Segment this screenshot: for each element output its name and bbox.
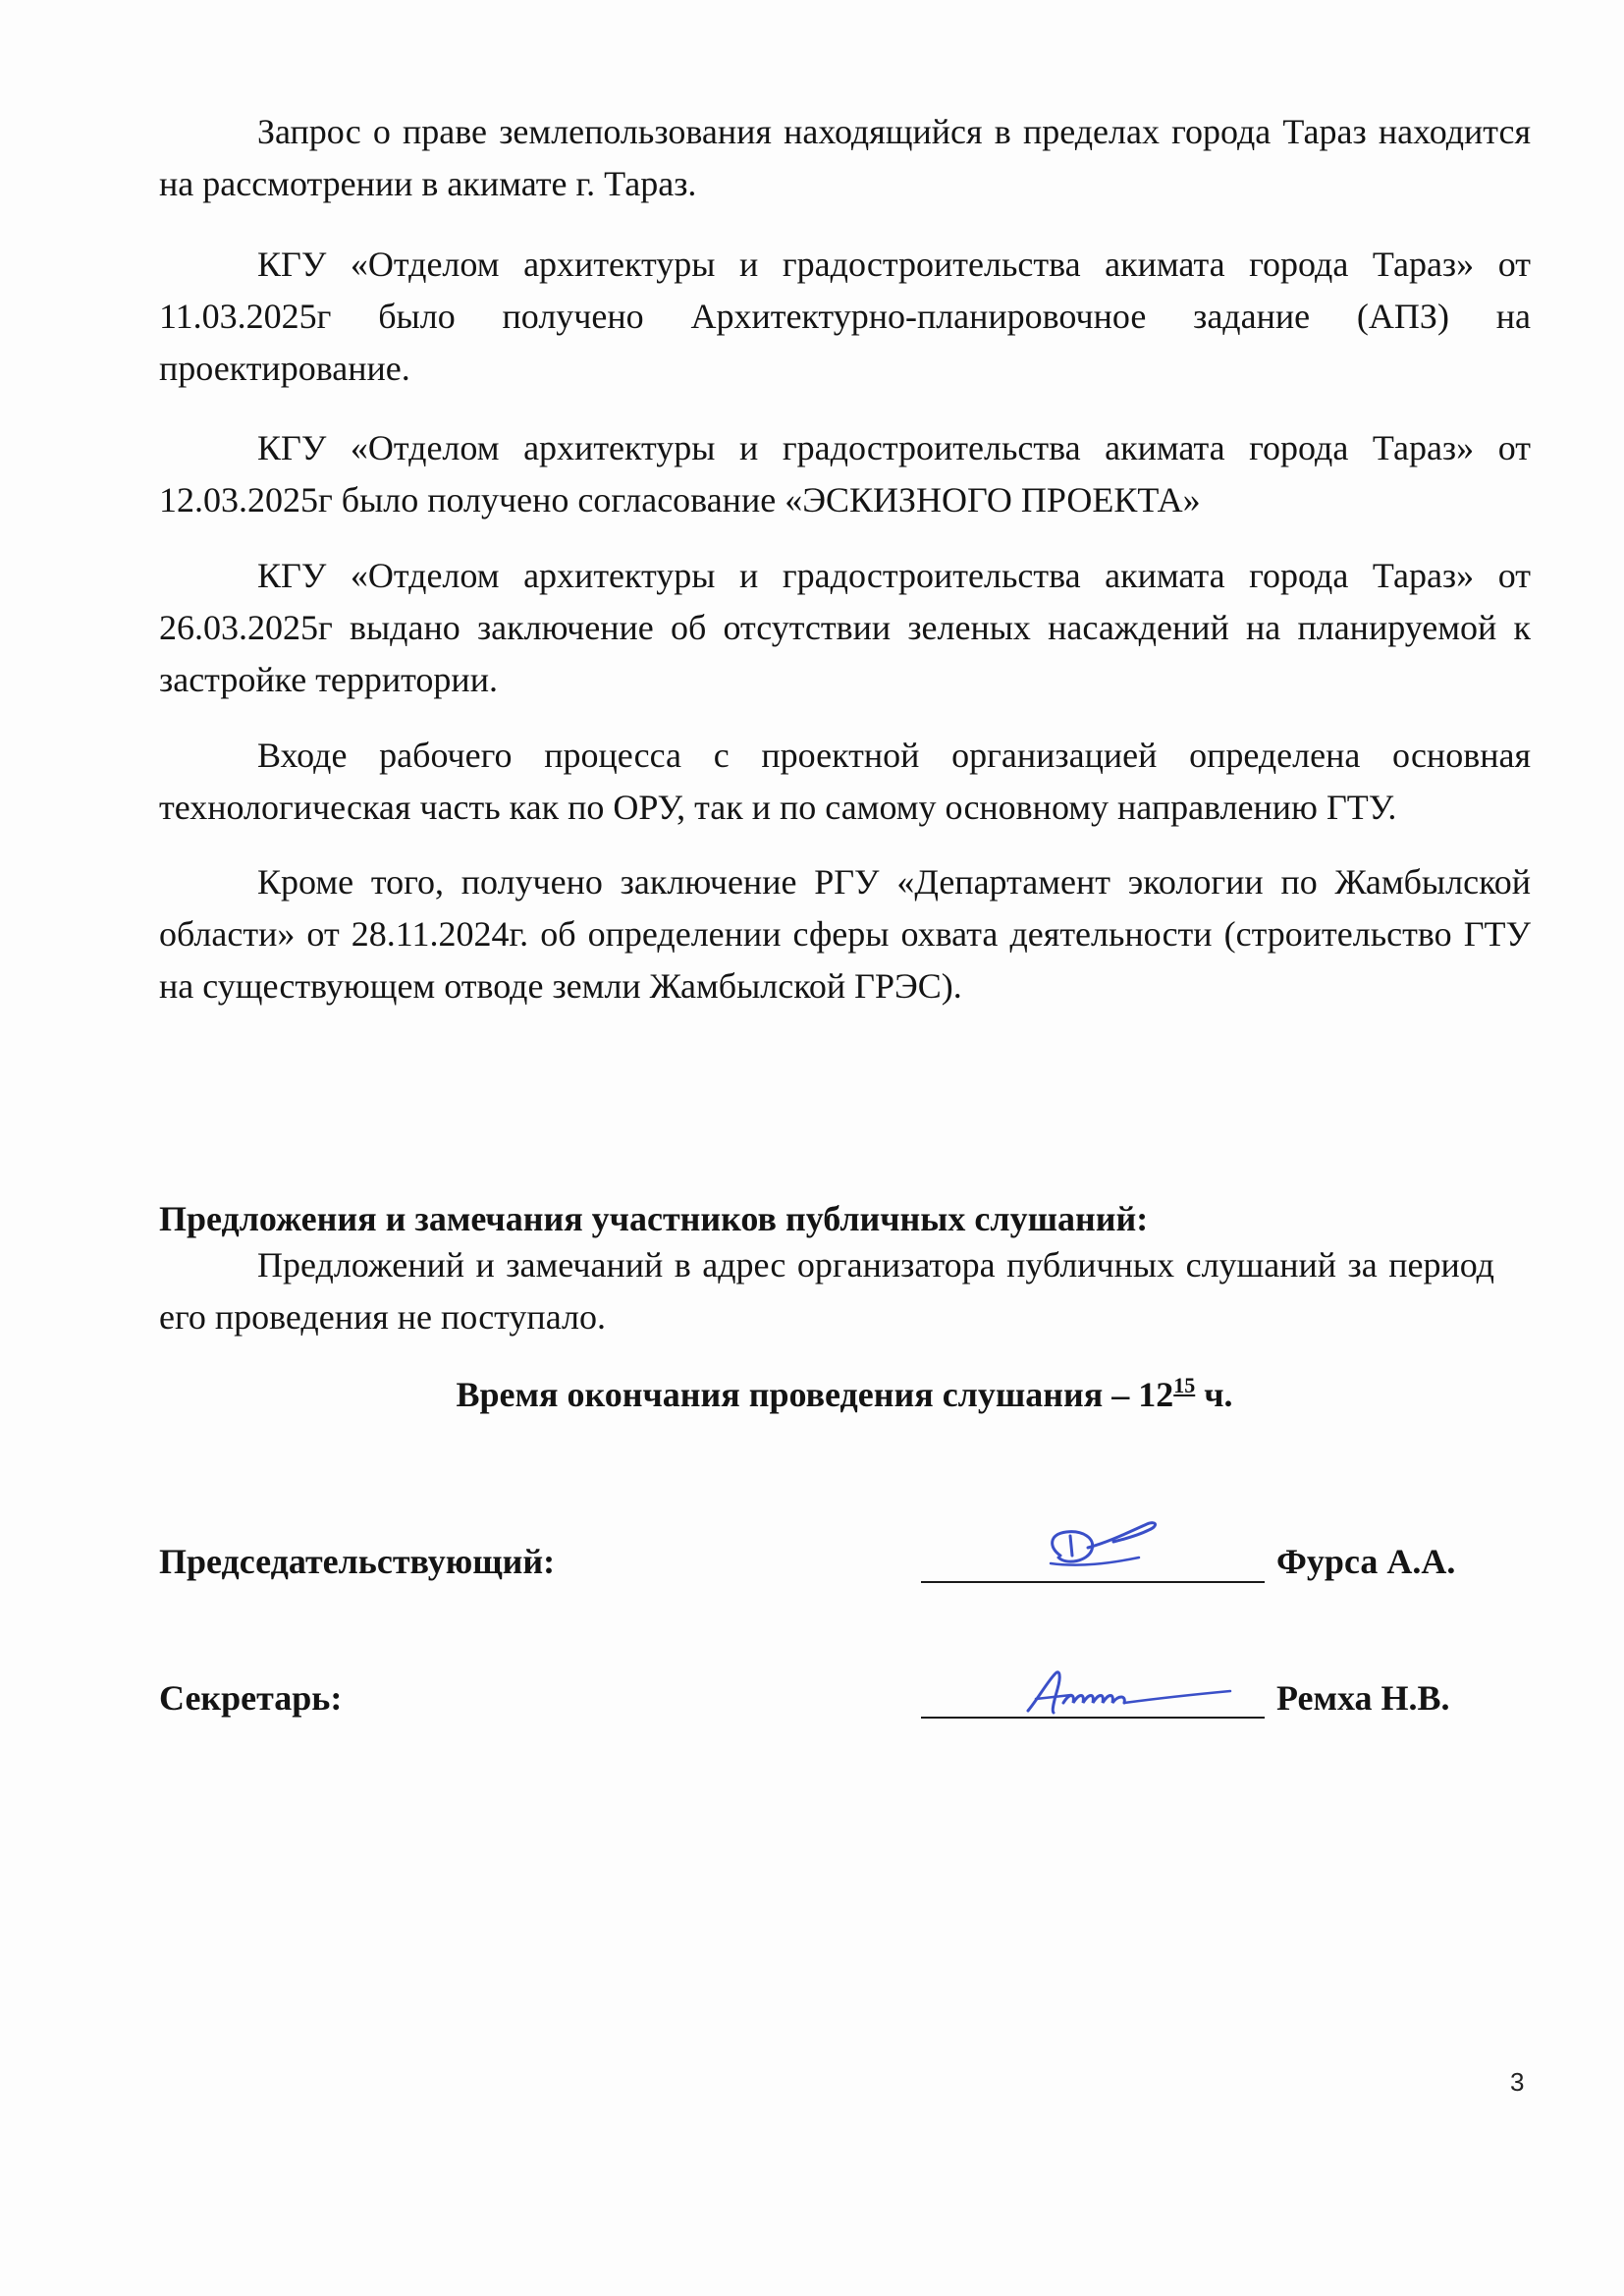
paragraph-apz-received: КГУ «Отделом архитектуры и градостроительства акимата города Тараз» от 11.03.2025г было получено Архитектурно-планировочное задание (АПЗ) на проектирование. (159, 245, 1531, 388)
paragraph-sketch-approval: КГУ «Отделом архитектуры и градостроительства акимата города Тараз» от 12.03.2025г было получено согласование «ЭСКИЗНОГО ПРОЕКТА» (159, 428, 1531, 519)
remarks-body: Предложений и замечаний в адрес организатора публичных слушаний за период его проведения не поступало. (159, 1245, 1494, 1337)
chair-name: Фурса А.А. (1276, 1542, 1456, 1581)
secretary-signature-image (1016, 1660, 1242, 1728)
page-number: 3 (1510, 2067, 1525, 2097)
chair-signature-image (1031, 1508, 1188, 1587)
paragraph-land-use-request: Запрос о праве землепользования находящийся в пределах города Тараз находится на рассмотрении в акимате г. Тараз. (159, 112, 1531, 203)
end-time-minutes: 15 (1173, 1373, 1196, 1397)
paragraph-ecology-conclusion: Кроме того, получено заключение РГУ «Департамент экологии по Жамбылской области» от 28.11.2024г. об определении сферы охвата деятельности (строительство ГТУ на существующем отводе земли Жамбылской ГРЭС). (159, 862, 1531, 1006)
secretary-name: Ремха Н.В. (1276, 1678, 1450, 1718)
hearing-end-time (0, 1369, 1624, 1421)
remarks-heading: Предложения и замечания участников публичных слушаний: (159, 1199, 1149, 1238)
paragraph-technology-part: Входе рабочего процесса с проектной организацией определена основная технологическая часть как по ОРУ, так и по самому основному направлению ГТУ. (159, 736, 1531, 827)
end-time-prefix: Время окончания проведения слушания – 12 (456, 1375, 1174, 1414)
end-time-suffix: ч. (1195, 1375, 1233, 1414)
paragraph-green-space-conclusion: КГУ «Отделом архитектуры и градостроительства акимата города Тараз» от 26.03.2025г выдано заключение об отсутствии зеленых насаждений на планируемой к застройке территории. (159, 556, 1531, 699)
chair-label: Председательствующий: (159, 1542, 556, 1581)
secretary-label: Секретарь: (159, 1678, 343, 1718)
